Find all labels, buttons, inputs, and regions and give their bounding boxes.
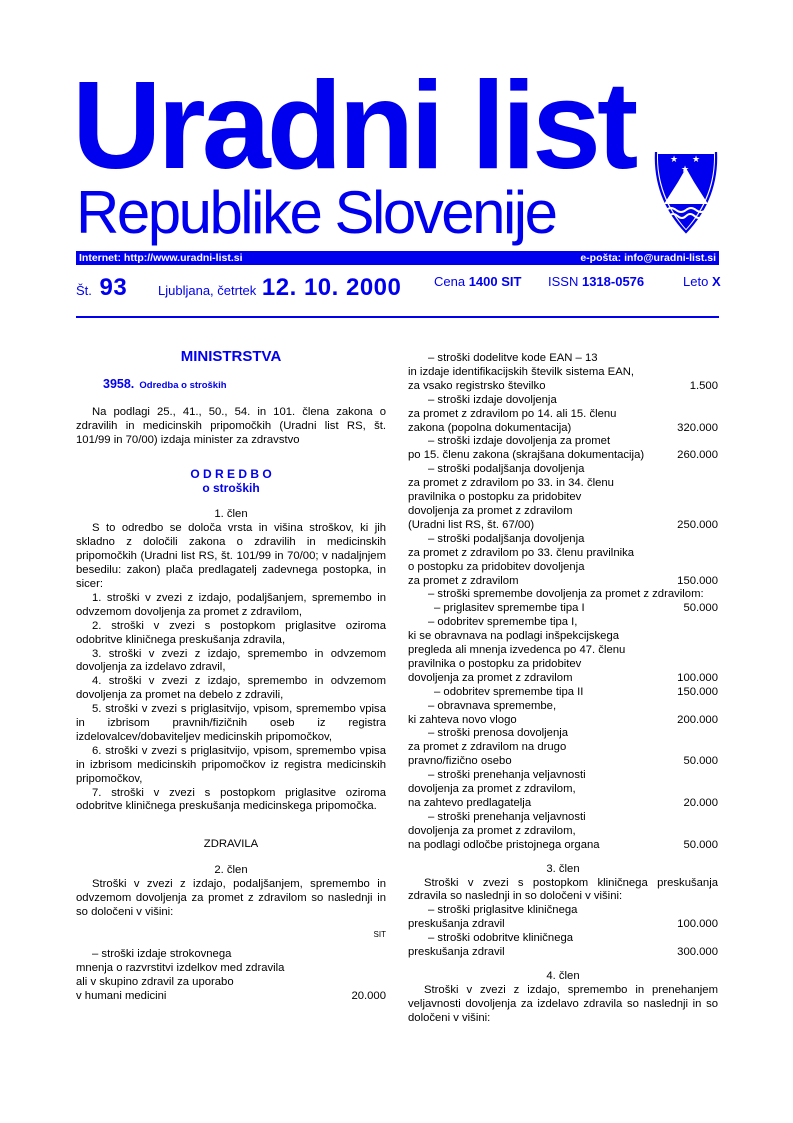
svg-text:★: ★	[670, 155, 679, 165]
issue-issn: ISSN 1318-0576	[548, 274, 645, 289]
fee-amount: 50.000	[683, 755, 718, 768]
fee-row	[408, 686, 718, 700]
article-4-heading: 4. člen	[546, 969, 580, 982]
intro-text: Na podlagi 25., 41., 50., 54. in 101. člena zakona o zdravilih in medicinskih pripomočkih (Uradni list RS, št. 101/99 in 70/00) izdaja minister za zdravstvo	[76, 405, 386, 446]
fee-description: po 15. členu zakona (skrajšana dokumentacija)	[408, 449, 645, 462]
fee-row	[408, 449, 718, 463]
fee-line: – stroški prenehanja veljavnosti	[428, 810, 586, 823]
fee-entry	[408, 727, 718, 769]
fee-line: – stroški spremembe dovoljenja za promet z zdravilom:	[428, 588, 704, 601]
fee-amount: 50.000	[683, 838, 718, 851]
article-2-heading: 2. člen	[214, 864, 248, 877]
fee-amount: 100.000	[677, 671, 718, 684]
fee-line: – stroški dodelitve kode EAN – 13	[428, 352, 598, 364]
fee-line: mnenja o razvrstitvi izdelkov med zdravila	[76, 961, 285, 974]
fee-line: za promet z zdravilom na drugo	[408, 741, 567, 754]
svg-text:★: ★	[681, 165, 690, 175]
fee-line: ki se obravnava na podlagi inšpekcijskega	[408, 630, 620, 643]
left-column	[76, 348, 386, 1003]
fee-row	[408, 519, 718, 533]
fee-description: (Uradni list RS, št. 67/00)	[408, 518, 535, 531]
fee-line: – stroški izdaje dovoljenja	[428, 393, 557, 406]
fee-line: in izdaje identifikacijskih številk sistema EAN,	[408, 365, 635, 378]
fee-line: ali v skupino zdravil za uporabo	[76, 975, 234, 988]
fee-line: dovoljenja za promet z zdravilom,	[408, 783, 576, 796]
document-title: O D R E D B O	[190, 466, 272, 481]
fee-line: pravilnika o postopku za pridobitev	[408, 657, 582, 670]
fee-row	[408, 575, 718, 589]
fee-row	[408, 755, 718, 769]
list-item: 5. stroški v zvezi s priglasitvijo, vpisom, spremembo vpisa in izbrisom pravnih/fizičnih oseb iz registra izdelovalcev/dobaviteljev medicinskih pripomočkov,	[76, 703, 386, 743]
fee-row	[408, 714, 718, 728]
fee-entry	[408, 932, 718, 960]
fee-amount: 100.000	[677, 918, 718, 931]
fee-line: – stroški podaljšanja dovoljenja	[428, 463, 585, 476]
fee-amount: 50.000	[683, 602, 718, 615]
fee-row	[408, 918, 718, 932]
fee-description: – odobritev spremembe tipa II	[434, 685, 584, 698]
issue-year: Leto X	[683, 274, 721, 289]
list-item: 6. stroški v zvezi s priglasitvijo, vpisom, spremembo vpisa in izbrisom medicinskih pripomočkov iz registra medicinskih pripomočkov,	[76, 744, 386, 785]
fee-row	[408, 797, 718, 811]
fee-line: dovoljenja za promet z zdravilom	[408, 504, 573, 517]
article-4-text: Stroški v zvezi z izdajo, spremembo in prenehanjem veljavnosti dovoljenja za izdelavo zdravila so naslednji in so določeni v višini:	[408, 983, 718, 1024]
fee-line: – odobritev spremembe tipa I,	[428, 616, 578, 629]
trial-fee-list	[408, 904, 718, 960]
fee-line: za promet z zdravilom po 14. ali 15. členu	[408, 407, 617, 420]
fee-entry	[408, 769, 718, 811]
fee-line: – stroški priglasitve kliničnega	[428, 904, 578, 917]
email-link[interactable]: e-pošta: info@uradni-list.si	[580, 252, 716, 264]
issue-date: Ljubljana, četrtek 12. 10. 2000	[158, 274, 402, 301]
header-divider	[76, 316, 719, 318]
article-2-text: Stroški v zvezi z izdajo, podaljšanjem, spremembo in odvzemom dovoljenja za promet z zdravilom so naslednji in so določeni v višini:	[76, 878, 386, 918]
fee-amount: 320.000	[677, 421, 718, 434]
fee-entry	[408, 686, 718, 700]
fee-entry	[408, 533, 718, 589]
fee-description: pravno/fizično osebo	[408, 755, 512, 768]
fee-entry	[408, 435, 718, 463]
coat-of-arms-icon	[652, 148, 720, 234]
fee-entry	[408, 811, 718, 853]
masthead-contact-bar	[76, 251, 719, 265]
fee-line: – obravnava spremembe,	[428, 699, 557, 712]
fee-description: ki zahteva novo vlogo	[408, 713, 517, 726]
fee-list	[408, 352, 718, 853]
fee-amount: 260.000	[677, 449, 718, 462]
fee-line: – stroški prenehanja veljavnosti	[428, 769, 586, 782]
list-item: 3. stroški v zvezi z izdajo, spremembo in odvzemom dovoljenja za izdelavo zdravil,	[76, 647, 386, 674]
fee-line: – stroški izdaje dovoljenja za promet	[428, 435, 611, 448]
fee-description: preskušanja zdravil	[408, 918, 505, 931]
fee-entry	[408, 904, 718, 932]
item-heading: 3958. Odredba o stroških	[103, 377, 227, 391]
fee-line: dovoljenja za promet z zdravilom,	[408, 824, 576, 837]
article-3-heading: 3. člen	[546, 862, 580, 875]
article-3-text: Stroški v zvezi s postopkom kliničnega preskušanja zdravila so naslednji in so določeni v višini:	[408, 876, 718, 903]
fee-line: – stroški prenosa dovoljenja	[428, 727, 569, 740]
fee-description: na podlagi odločbe pristojnega organa	[408, 838, 600, 851]
fee-amount: 300.000	[677, 946, 718, 959]
fee-line: za promet z zdravilom po 33. členu pravilnika	[408, 546, 635, 559]
fee-line: – stroški podaljšanja dovoljenja	[428, 532, 585, 545]
list-item: 4. stroški v zvezi z izdajo, spremembo in odvzemom dovoljenja za promet na debelo z zdravili,	[76, 675, 386, 702]
article-1-heading: 1. člen	[214, 508, 248, 521]
fee-line: – stroški odobritve kliničnega	[428, 932, 574, 945]
fee-entry	[408, 616, 718, 686]
article-1-text: S to odredbo se določa vrsta in višina stroškov, ki jih skladno z določili zakona o zdravilih in medicinskih pripomočkih (Uradni list RS, št. 101/99 in 70/00; v nadaljnjem besedilu: zakon) plača predlagatelj zadevnega postopka, in sicer:	[76, 522, 386, 590]
svg-text:★: ★	[692, 155, 701, 165]
list-item: 1. stroški v zvezi z izdajo, podaljšanjem, spremembo in odvzemom dovoljenja za promet z zdravilom,	[76, 591, 386, 618]
fee-description: za promet z zdravilom	[408, 574, 519, 587]
fee-entry	[408, 394, 718, 436]
fee-row	[408, 839, 718, 853]
issue-price: Cena 1400 SIT	[434, 274, 522, 289]
currency-label: SIT	[373, 929, 386, 939]
fee-amount: 150.000	[677, 685, 718, 698]
fee-row	[408, 602, 718, 616]
fee-amount: 200.000	[677, 713, 718, 726]
masthead-title: Uradni list	[72, 57, 635, 195]
right-column	[408, 352, 718, 1026]
internet-link[interactable]: Internet: http://www.uradni-list.si	[79, 252, 243, 264]
fee-description: za vsako registrsko številko	[408, 379, 546, 392]
fee-description: dovoljenja za promet z zdravilom	[408, 671, 573, 684]
list-item: 2. stroški v zvezi s postopkom priglasitve oziroma odobritve kliničnega preskušanja zdravila,	[76, 619, 386, 646]
fee-line: pregleda ali mnenja izvedenca po 47. členu	[408, 644, 626, 657]
fee-entry	[408, 352, 718, 394]
fee-line: o postopku za pridobitev dovoljenja	[408, 560, 585, 573]
fee-row	[408, 672, 718, 686]
list-item: 7. stroški v zvezi s postopkom priglasitve oziroma odobritve kliničnega preskušanja medicinskega pripomočka.	[76, 786, 386, 813]
masthead-subtitle: Republike Slovenije	[76, 179, 556, 246]
fee-description: na zahtevo predlagatelja	[408, 797, 532, 809]
fee-line: pravilnika o postopku za pridobitev	[408, 491, 582, 504]
fee-amount: 20.000	[683, 797, 718, 809]
fee-amount: 250.000	[677, 518, 718, 531]
fee-description: zakona (popolna dokumentacija)	[408, 421, 572, 434]
fee-description: preskušanja zdravil	[408, 946, 505, 959]
fee-entry	[408, 463, 718, 533]
fee-row	[408, 380, 718, 394]
fee-entry	[408, 588, 718, 616]
fee-row: v humani medicini 20.000	[76, 989, 386, 1002]
document-subtitle: o stroških	[202, 480, 260, 495]
fee-line: – stroški izdaje strokovnega	[92, 947, 232, 960]
subsection-heading: ZDRAVILA	[203, 838, 259, 851]
section-heading: MINISTRSTVA	[180, 348, 282, 365]
fee-line: za promet z zdravilom po 33. in 34. členu	[408, 477, 614, 490]
fee-description: – priglasitev spremembe tipa I	[434, 602, 585, 615]
fee-row	[408, 422, 718, 436]
fee-amount: 1.500	[689, 379, 718, 392]
fee-entry	[408, 700, 718, 728]
issue-number: Št. 93	[76, 274, 128, 301]
fee-amount: 150.000	[677, 574, 718, 587]
fee-row	[408, 946, 718, 960]
